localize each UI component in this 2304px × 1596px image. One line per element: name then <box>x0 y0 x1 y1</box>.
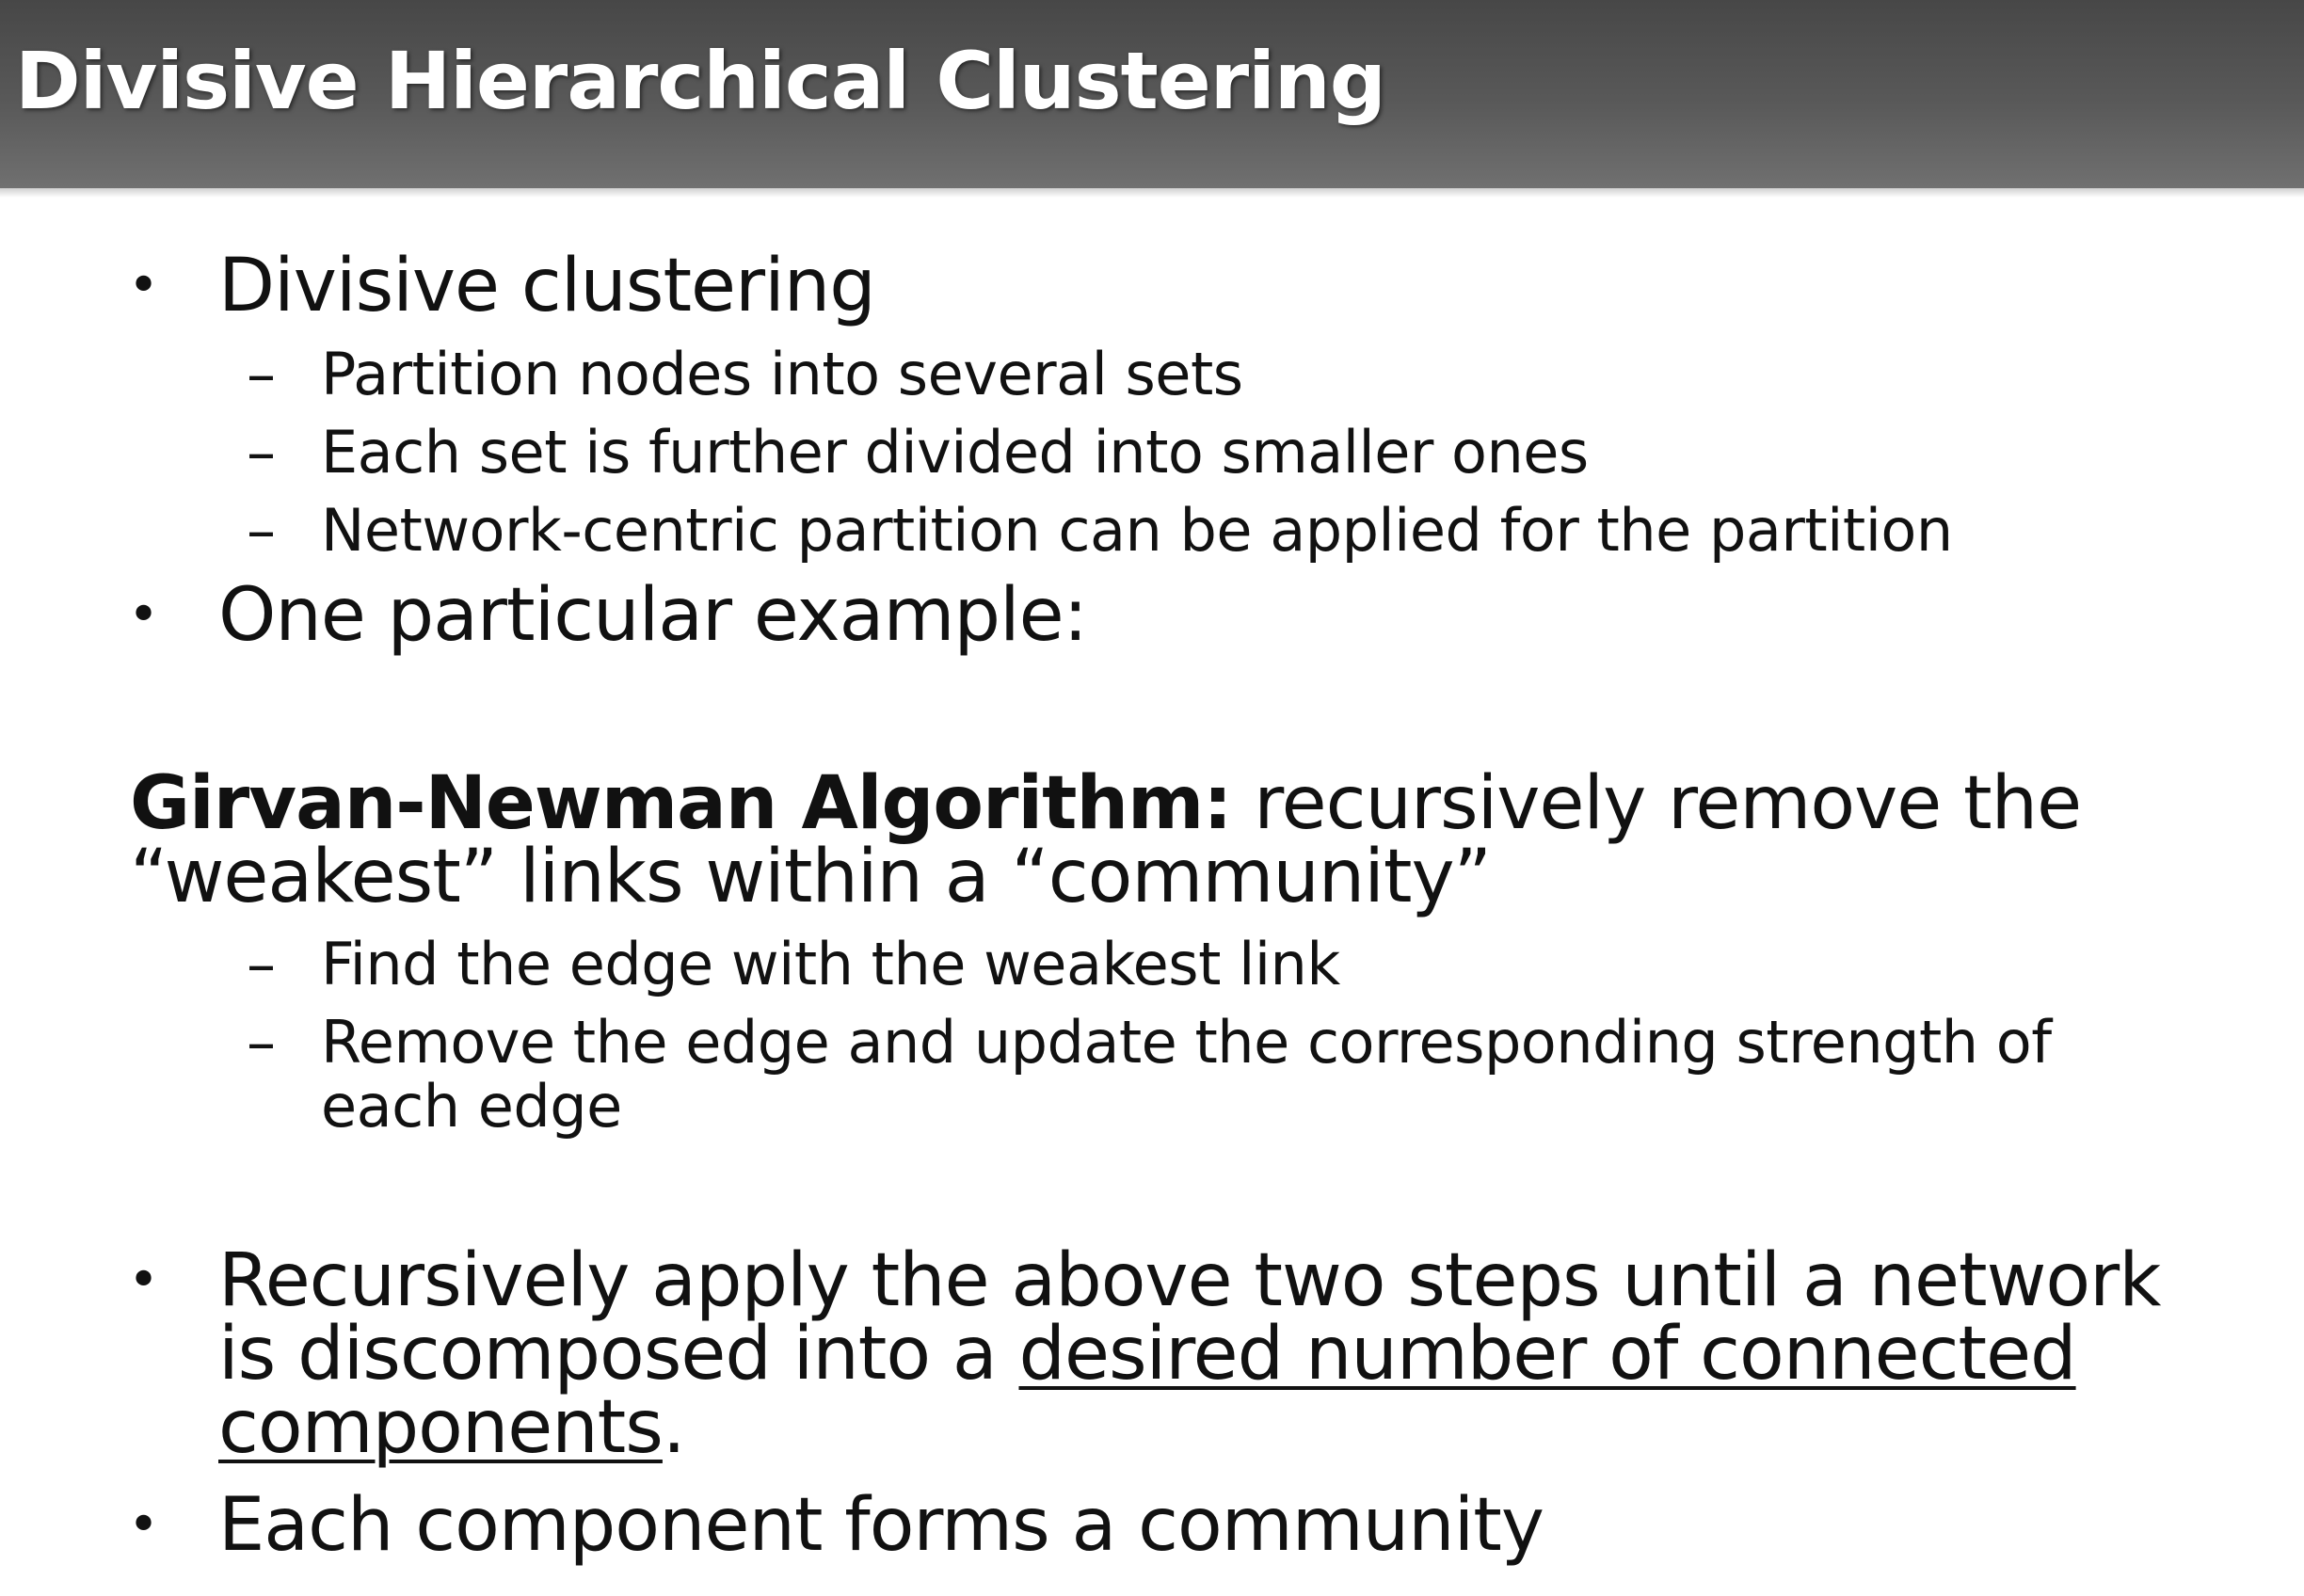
step-text: Remove the edge and update the corresponding strength of each edge <box>321 1008 2052 1141</box>
algorithm-description: recursively remove the “weakest” links within a “community” <box>130 761 2082 919</box>
dash-marker: – <box>247 418 276 487</box>
bullet-marker: • <box>128 255 160 316</box>
bullet-marker: • <box>128 1250 160 1311</box>
algorithm-name: Girvan-Newman Algorithm: <box>130 761 1232 846</box>
bullet-marker: • <box>128 1494 160 1556</box>
bullet-text: Each component forms a community <box>218 1483 1544 1568</box>
sub-item-text: Network-centric partition can be applied for the partition <box>321 496 1953 565</box>
bullet-text-after: . <box>662 1385 685 1470</box>
dash-marker: – <box>247 1008 276 1077</box>
bullet-marker: • <box>128 584 160 646</box>
dash-marker: – <box>247 496 276 565</box>
sub-item-text: Each set is further divided into smaller ones <box>321 418 1589 487</box>
step-text: Find the edge with the weakest link <box>321 930 1340 998</box>
dash-marker: – <box>247 340 276 408</box>
underlined-phrase: desired number of connected components <box>218 1312 2076 1470</box>
sub-item-text: Partition nodes into several sets <box>321 340 1243 408</box>
bullet-text: One particular example: <box>218 573 1087 658</box>
bullet-text: Divisive clustering <box>218 244 875 328</box>
dash-marker: – <box>247 930 276 998</box>
slide-header <box>0 0 2304 188</box>
bullet-text-before: Recursively apply the above two steps until a network is discomposed into a <box>218 1238 2161 1396</box>
bullet-text <box>218 1238 2232 1470</box>
algorithm-paragraph <box>130 761 2200 919</box>
slide-title: Divisive Hierarchical Clustering <box>15 35 1385 127</box>
